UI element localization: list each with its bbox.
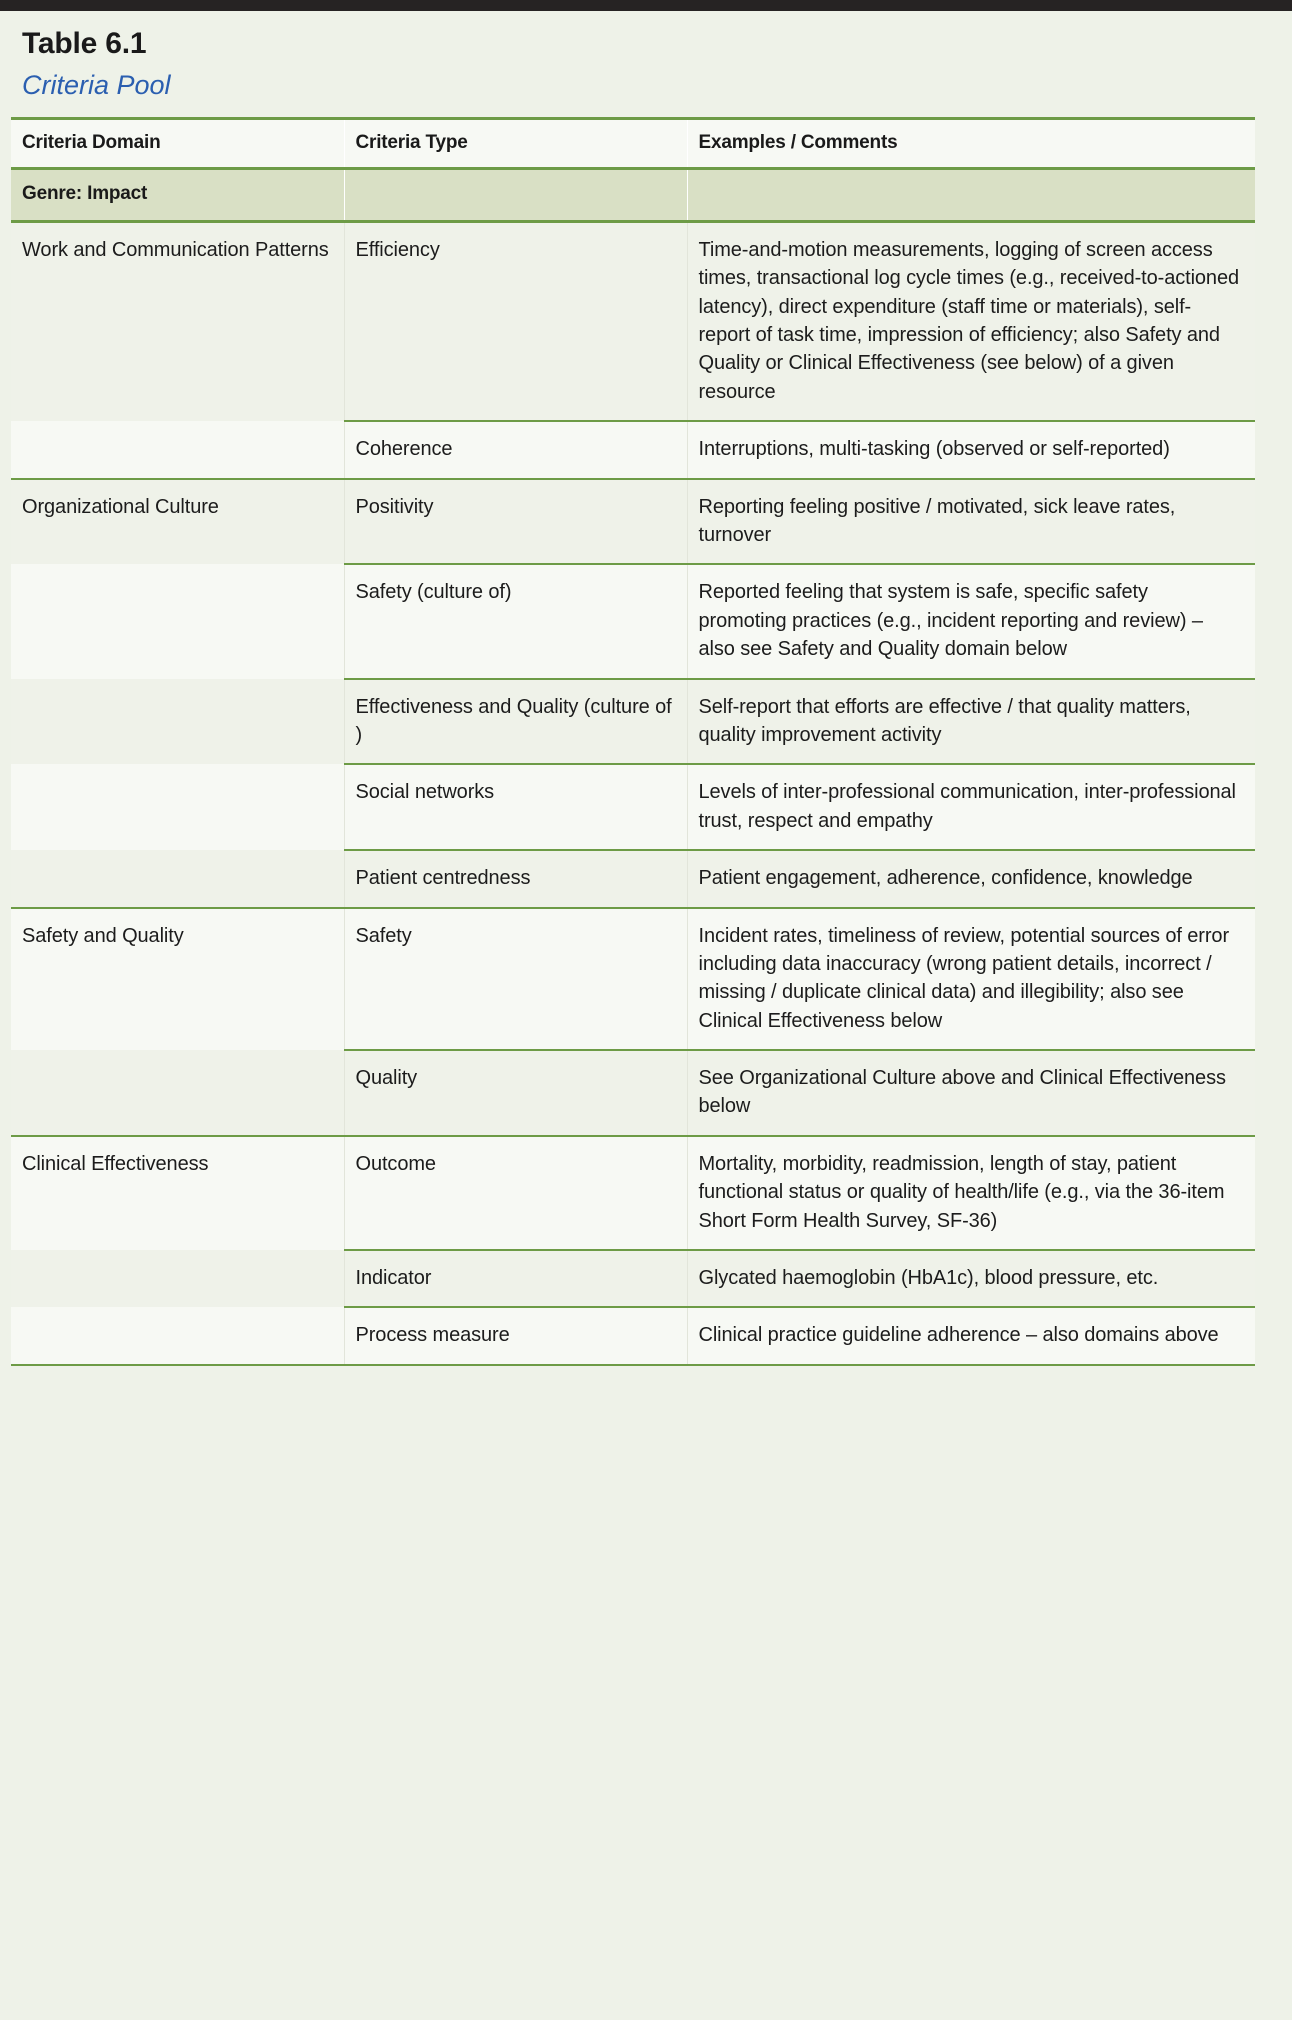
cell-criteria-domain [11, 850, 344, 907]
genre-label: Genre: Impact [11, 168, 344, 221]
cell-criteria-domain [11, 1250, 344, 1307]
cell-examples: See Organizational Culture above and Clinical Effectiveness below [687, 1050, 1255, 1136]
cell-criteria-domain [11, 679, 344, 765]
cell-criteria-domain: Work and Communication Patterns [11, 221, 344, 421]
table-row [11, 764, 1255, 850]
table-body [11, 168, 1255, 1364]
table-row [11, 679, 1255, 765]
cell-criteria-type: Patient centredness [344, 850, 687, 907]
cell-criteria-type: Safety (culture of) [344, 564, 687, 678]
cell-examples: Patient engagement, adherence, confidence, knowledge [687, 850, 1255, 907]
column-header-criteria-type: Criteria Type [344, 118, 687, 168]
table-title-block [11, 11, 1255, 117]
table-row [11, 564, 1255, 678]
cell-criteria-type: Efficiency [344, 221, 687, 421]
table-number: Table 6.1 [22, 27, 147, 60]
cell-criteria-type: Safety [344, 908, 687, 1051]
cell-examples: Time-and-motion measurements, logging of screen access times, transactional log cycle times (e.g., received-to-actioned latency), direct expenditure (staff time or materials), self-report of task time, impression of efficiency; also Safety and Quality or Clinical Effectiveness (see below) of a given resource [687, 221, 1255, 421]
column-header-examples-comments: Examples / Comments [687, 118, 1255, 168]
genre-section-row [11, 168, 1255, 221]
genre-spacer-type [344, 168, 687, 221]
table-caption: Criteria Pool [22, 69, 171, 100]
cell-criteria-type: Coherence [344, 421, 687, 478]
cell-criteria-type: Positivity [344, 479, 687, 565]
table-header [11, 118, 1255, 168]
column-header-criteria-domain: Criteria Domain [11, 118, 344, 168]
cell-criteria-type: Quality [344, 1050, 687, 1136]
table-row [11, 1250, 1255, 1307]
cell-criteria-type: Process measure [344, 1307, 687, 1364]
cell-examples: Incident rates, timeliness of review, potential sources of error including data inaccuracy (wrong patient details, incorrect / missing / duplicate clinical data) and illegibility; also see Clinical Effectiveness below [687, 908, 1255, 1051]
cell-examples: Clinical practice guideline adherence – also domains above [687, 1307, 1255, 1364]
header-row [11, 118, 1255, 168]
genre-spacer-examples [687, 168, 1255, 221]
table-row [11, 850, 1255, 907]
cell-criteria-domain: Safety and Quality [11, 908, 344, 1051]
cell-criteria-type: Effectiveness and Quality (culture of ) [344, 679, 687, 765]
table-row [11, 1050, 1255, 1136]
cell-criteria-type: Outcome [344, 1136, 687, 1250]
page-content [0, 11, 1292, 1366]
cell-criteria-domain [11, 1307, 344, 1364]
cell-criteria-domain [11, 564, 344, 678]
cell-criteria-domain: Organizational Culture [11, 479, 344, 565]
cell-examples: Reporting feeling positive / motivated, sick leave rates, turnover [687, 479, 1255, 565]
cell-criteria-type: Social networks [344, 764, 687, 850]
cell-examples: Levels of inter-professional communication, inter-professional trust, respect and empathy [687, 764, 1255, 850]
table-row [11, 1307, 1255, 1364]
page-top-bar [0, 0, 1292, 11]
cell-examples: Reported feeling that system is safe, specific safety promoting practices (e.g., incident reporting and review) – also see Safety and Quality domain below [687, 564, 1255, 678]
cell-criteria-domain [11, 1050, 344, 1136]
table-row [11, 421, 1255, 478]
cell-examples: Glycated haemoglobin (HbA1c), blood pressure, etc. [687, 1250, 1255, 1307]
cell-criteria-domain: Clinical Effectiveness [11, 1136, 344, 1250]
criteria-pool-table [11, 117, 1255, 1366]
cell-examples: Interruptions, multi-tasking (observed or self-reported) [687, 421, 1255, 478]
cell-criteria-domain [11, 421, 344, 478]
cell-criteria-domain [11, 764, 344, 850]
table-row [11, 479, 1255, 565]
table-row [11, 1136, 1255, 1250]
table-row [11, 908, 1255, 1051]
cell-criteria-type: Indicator [344, 1250, 687, 1307]
cell-examples: Self-report that efforts are effective / that quality matters, quality improvement activity [687, 679, 1255, 765]
cell-examples: Mortality, morbidity, readmission, length of stay, patient functional status or quality of health/life (e.g., via the 36-item Short Form Health Survey, SF-36) [687, 1136, 1255, 1250]
table-row [11, 221, 1255, 421]
